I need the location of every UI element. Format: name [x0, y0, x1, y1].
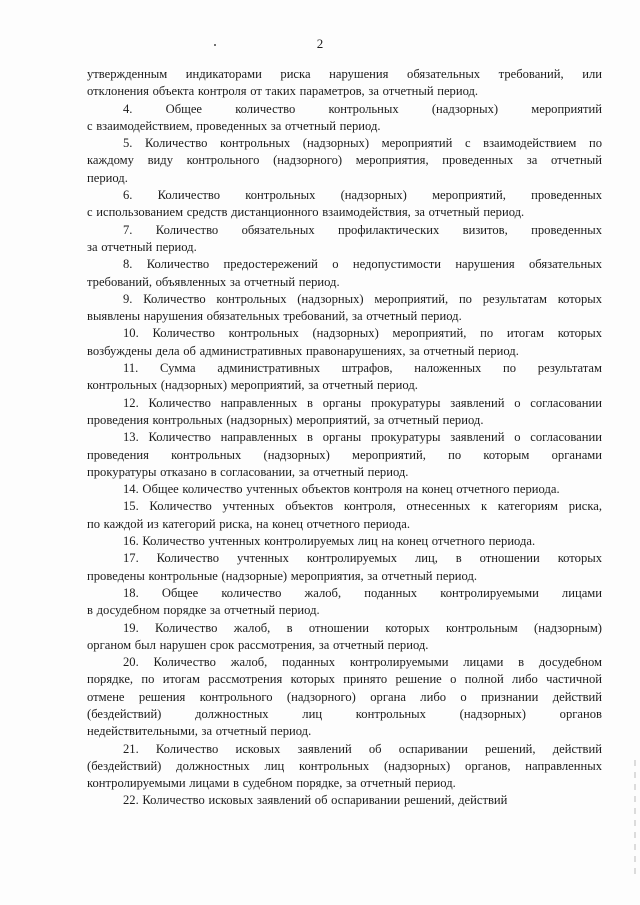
- paragraph-18-line-2: порядке, по итогам рассмотрения которых принято решение о полной либо частичной: [87, 672, 602, 687]
- paragraph-15-line-2: проведены контрольные (надзорные) мероприятия, за отчетный период.: [87, 568, 478, 583]
- paragraph-10-line-2: проведения контрольных (надзорных) мероприятий, за отчетный период.: [87, 412, 484, 427]
- paragraph-1-line-1: утвержденным индикаторами риска нарушения обязательных требований, или: [87, 67, 602, 81]
- paragraph-7-line-1: 9. Количество контрольных (надзорных) мероприятий, по результатам которых: [123, 291, 602, 306]
- paragraph-6-line-1: 8. Количество предостережений о недопустимости нарушения обязательных: [123, 257, 602, 272]
- document-body: [87, 66, 602, 810]
- paragraph-1-line-2: отклонения объекта контроля от таких параметров, за отчетный период.: [87, 84, 479, 99]
- paragraph-2-line-1: 4. Общее количество контрольных (надзорных) мероприятий: [123, 101, 602, 116]
- paragraph-4-line-2: с использованием средств дистанционного взаимодействия, за отчетный период.: [87, 205, 525, 220]
- paragraph-2-line-2: с взаимодействием, проведенных за отчетный период.: [87, 118, 381, 133]
- scan-dot-mark: [214, 44, 216, 46]
- page-number: 2: [316, 36, 324, 51]
- paragraph-3-line-2: каждому виду контрольного (надзорного) мероприятия, проведенных за отчетный: [87, 153, 602, 168]
- paragraph-13-line-1: 15. Количество учтенных объектов контроля, отнесенных к категориям риска,: [123, 499, 602, 514]
- paragraph-11-line-2: проведения контрольных (надзорных) мероприятий, по которым органами: [87, 447, 602, 462]
- paragraph-6-line-2: требований, объявленных за отчетный период.: [87, 274, 340, 289]
- paragraph-11-line-3: прокуратуры отказано в согласовании, за отчетный период.: [87, 464, 409, 479]
- paragraph-19-line-2: (бездействий) должностных лиц контрольных (надзорных) органов, направленных: [87, 758, 602, 773]
- paragraph-18-line-5: недействительными, за отчетный период.: [87, 724, 312, 739]
- paragraph-16-line-1: 18. Общее количество жалоб, поданных контролируемыми лицами: [123, 585, 602, 600]
- paragraph-3-line-1: 5. Количество контрольных (надзорных) мероприятий с взаимодействием по: [123, 136, 602, 151]
- paragraph-14-line-1: 16. Количество учтенных контролируемых лиц на конец отчетного периода.: [123, 534, 536, 549]
- paragraph-19-line-3: контролируемыми лицами в судебном порядке, за отчетный период.: [87, 776, 456, 791]
- paragraph-5-line-1: 7. Количество обязательных профилактических визитов, проведенных: [123, 222, 602, 237]
- paragraph-10-line-1: 12. Количество направленных в органы прокуратуры заявлений о согласовании: [123, 395, 602, 410]
- paragraph-15-line-1: 17. Количество учтенных контролируемых лиц, в отношении которых: [123, 551, 602, 566]
- paragraph-4-line-1: 6. Количество контрольных (надзорных) мероприятий, проведенных: [123, 188, 602, 203]
- paragraph-18-line-4: (бездействий) должностных лиц контрольных (надзорных) органов: [87, 706, 602, 721]
- scan-edge-marks: [634, 760, 636, 880]
- paragraph-18-line-1: 20. Количество жалоб, поданных контролируемыми лицами в досудебном: [123, 655, 602, 670]
- paragraph-16-line-2: в досудебном порядке за отчетный период.: [87, 603, 320, 618]
- paragraph-17-line-2: органом был нарушен срок рассмотрения, за отчетный период.: [87, 637, 429, 652]
- paragraph-19-line-1: 21. Количество исковых заявлений об оспаривании решений, действий: [123, 741, 602, 756]
- paragraph-8-line-2: возбуждены дела об административных правонарушениях, за отчетный период.: [87, 343, 519, 358]
- paragraph-5-line-2: за отчетный период.: [87, 239, 197, 254]
- paragraph-3-line-3: период.: [87, 170, 128, 185]
- paragraph-9-line-1: 11. Сумма административных штрафов, наложенных по результатам: [123, 361, 602, 376]
- paragraph-18-line-3: отмене решения контрольного (надзорного) органа либо о признании действий: [87, 689, 602, 704]
- paragraph-7-line-2: выявлены нарушения обязательных требований, за отчетный период.: [87, 309, 462, 324]
- paragraph-12-line-1: 14. Общее количество учтенных объектов контроля на конец отчетного периода.: [123, 482, 560, 497]
- paragraph-17-line-1: 19. Количество жалоб, в отношении которых контрольным (надзорным): [123, 620, 602, 635]
- paragraph-9-line-2: контрольных (надзорных) мероприятий, за отчетный период.: [87, 378, 418, 393]
- paragraph-13-line-2: по каждой из категорий риска, на конец отчетного периода.: [87, 516, 410, 531]
- paragraph-11-line-1: 13. Количество направленных в органы прокуратуры заявлений о согласовании: [123, 430, 602, 445]
- paragraph-20-line-1: 22. Количество исковых заявлений об оспаривании решений, действий: [123, 793, 508, 808]
- paragraph-8-line-1: 10. Количество контрольных (надзорных) мероприятий, по итогам которых: [123, 326, 602, 341]
